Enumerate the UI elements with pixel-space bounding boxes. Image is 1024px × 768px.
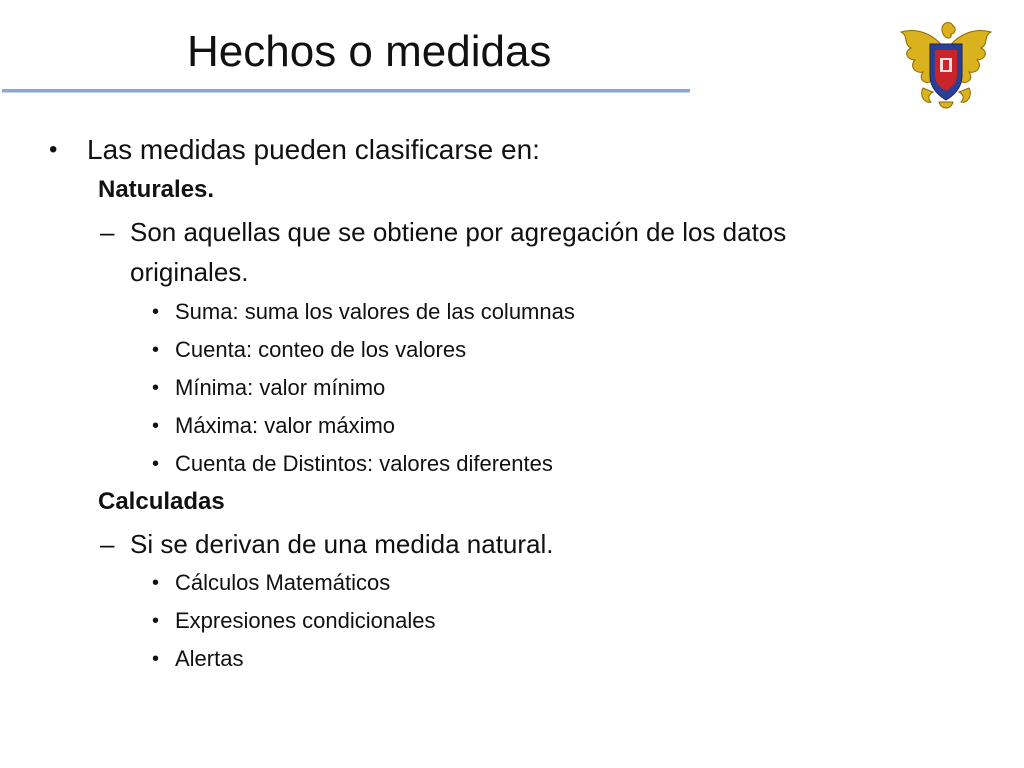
bullet-icon: • (152, 377, 160, 399)
dash-icon: – (100, 529, 115, 559)
bullet-icon: • (152, 648, 160, 670)
bullet-icon: • (49, 136, 58, 163)
naturales-description: Son aquellas que se obtiene por agregación de los datos (130, 217, 787, 247)
bullet-icon: • (152, 339, 160, 361)
section-heading-calculadas: Calculadas (98, 488, 225, 515)
list-item-text: Alertas (175, 646, 244, 671)
bullet-icon: • (152, 415, 160, 437)
list-item (152, 449, 553, 479)
list-item (152, 297, 575, 327)
list-item-text: Cálculos Matemáticos (175, 570, 391, 595)
dash-icon: – (100, 217, 115, 247)
list-item (152, 606, 436, 636)
list-item-text: Mínima: valor mínimo (175, 375, 386, 400)
list-item (152, 411, 396, 441)
list-item-text: Máxima: valor máximo (175, 413, 396, 438)
list-item-text: Cuenta: conteo de los valores (175, 337, 467, 362)
bullet-icon: • (152, 572, 160, 594)
list-item-text: Cuenta de Distintos: valores diferentes (175, 451, 553, 476)
list-item (152, 373, 386, 403)
bullet-icon: • (152, 301, 160, 323)
list-item (49, 133, 540, 167)
page-title: Hechos o medidas (187, 27, 552, 76)
calculadas-description: Si se derivan de una medida natural. (130, 529, 554, 559)
list-item-continuation: originales. (130, 257, 249, 287)
bullet-icon: • (152, 453, 160, 475)
list-item (152, 335, 467, 365)
list-item (100, 215, 787, 249)
list-item (152, 568, 391, 598)
section-heading-naturales: Naturales. (98, 176, 215, 203)
list-item-text: Expresiones condicionales (175, 608, 436, 633)
list-item (100, 527, 554, 561)
list-item-text: Suma: suma los valores de las columnas (175, 299, 575, 324)
list-item (152, 644, 244, 674)
intro-text: Las medidas pueden clasificarse en: (87, 134, 540, 165)
bullet-icon: • (152, 610, 160, 632)
